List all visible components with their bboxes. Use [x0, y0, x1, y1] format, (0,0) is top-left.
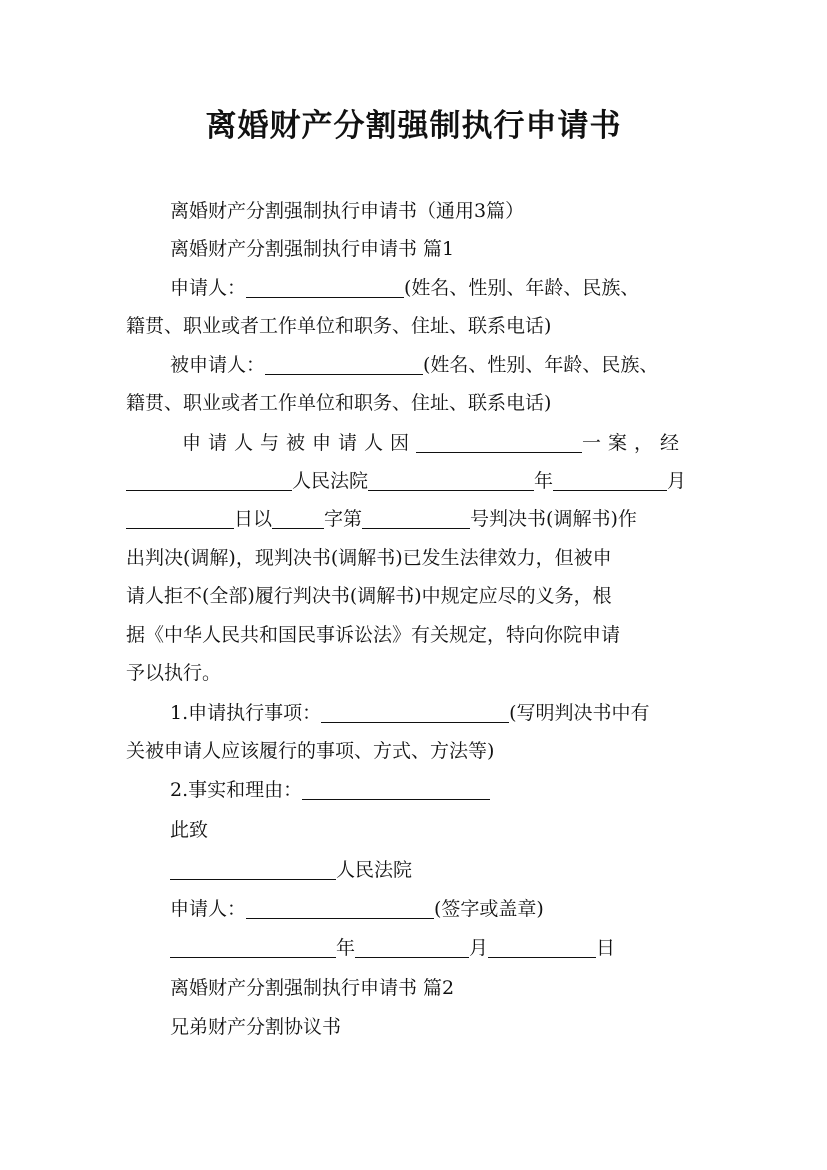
section-2-subtitle [170, 1008, 710, 1046]
salutation-line [170, 811, 710, 849]
body-line-4 [126, 654, 706, 692]
respondent-line [170, 346, 710, 384]
body-line-2-text: 请人拒不(全部)履行判决书(调解书)中规定应尽的义务，根 [126, 585, 612, 607]
respondent-hint: (姓名、性别、年龄、民族、 [423, 354, 659, 376]
item-1-blank [321, 700, 509, 723]
signature-hint: (签字或盖章) [434, 898, 544, 920]
date-year-label: 年 [336, 937, 356, 959]
year-label: 年 [534, 470, 554, 492]
signature-blank [246, 896, 434, 919]
item-2-blank [302, 777, 490, 800]
date-line [170, 929, 710, 967]
applicant-hint-cont-text: 籍贯、职业或者工作单位和职务、住址、联系电话) [126, 315, 552, 337]
section-heading-2 [170, 969, 710, 1007]
addressee-court: 人民法院 [336, 859, 413, 881]
section-2-subtitle-text: 兄弟财产分割协议书 [170, 1016, 342, 1038]
day-label: 日以 [234, 508, 273, 530]
document-title: 离婚财产分割强制执行申请书 [205, 108, 622, 144]
date-month-label: 月 [469, 937, 489, 959]
month-blank [553, 468, 667, 491]
addressee-line [170, 851, 710, 889]
body-line-2 [126, 577, 706, 615]
court-date-line [126, 462, 706, 500]
month-label: 月 [667, 470, 687, 492]
applicant-line [170, 269, 710, 307]
day-blank [126, 506, 234, 529]
respondent-blank [265, 352, 423, 375]
signature-label: 申请人： [170, 898, 247, 920]
number-blank [362, 506, 470, 529]
body-line-3 [126, 616, 706, 654]
item-1-hint: (写明判决书中有 [509, 702, 650, 724]
date-year-blank [170, 935, 336, 958]
signature-line [170, 890, 710, 928]
applicant-blank [246, 275, 404, 298]
case-blank [416, 430, 582, 453]
case-line [182, 424, 702, 462]
section-heading-1 [170, 230, 710, 268]
respondent-label: 被申请人： [170, 354, 266, 376]
body-line-1-text: 出判决(调解)，现判决书(调解书)已发生法律效力，但被申 [126, 547, 612, 569]
item-1-line [170, 694, 710, 732]
body-line-4-text: 予以执行。 [126, 662, 222, 684]
date-month-blank [355, 935, 469, 958]
date-day-label: 日 [596, 937, 616, 959]
case-text-1: 申请人与被申请人因 [182, 432, 417, 454]
number-label: 号判决书(调解书)作 [470, 508, 637, 530]
salutation-text: 此致 [170, 819, 209, 841]
date-day-blank [488, 935, 596, 958]
item-2-label: 2.事实和理由： [170, 779, 303, 801]
case-text-2: 一案，经 [582, 432, 687, 454]
court-label: 人民法院 [292, 470, 369, 492]
court-blank [126, 468, 292, 491]
item-2-line [170, 771, 710, 809]
applicant-label: 申请人： [170, 277, 247, 299]
body-line-3-text: 据《中华人民共和国民事诉讼法》有关规定，特向你院申请 [126, 624, 621, 646]
subtitle-text: 离婚财产分割强制执行申请书（通用3篇） [170, 200, 525, 222]
applicant-hint: (姓名、性别、年龄、民族、 [404, 277, 640, 299]
section-heading-1-text: 离婚财产分割强制执行申请书 篇1 [170, 238, 455, 260]
word-label: 字第 [324, 508, 363, 530]
subtitle-line [170, 192, 710, 230]
item-1-hint-cont [126, 732, 706, 770]
judgment-number-line [126, 500, 706, 538]
respondent-hint-cont-text: 籍贯、职业或者工作单位和职务、住址、联系电话) [126, 392, 552, 414]
section-heading-2-text: 离婚财产分割强制执行申请书 篇2 [170, 977, 455, 999]
addressee-blank [170, 857, 336, 880]
item-1-hint-cont-text: 关被申请人应该履行的事项、方式、方法等) [126, 740, 495, 762]
applicant-hint-cont [126, 307, 706, 345]
body-line-1 [126, 539, 706, 577]
respondent-hint-cont [126, 384, 706, 422]
word-blank [272, 506, 324, 529]
year-blank [368, 468, 534, 491]
item-1-label: 1.申请执行事项： [170, 702, 322, 724]
